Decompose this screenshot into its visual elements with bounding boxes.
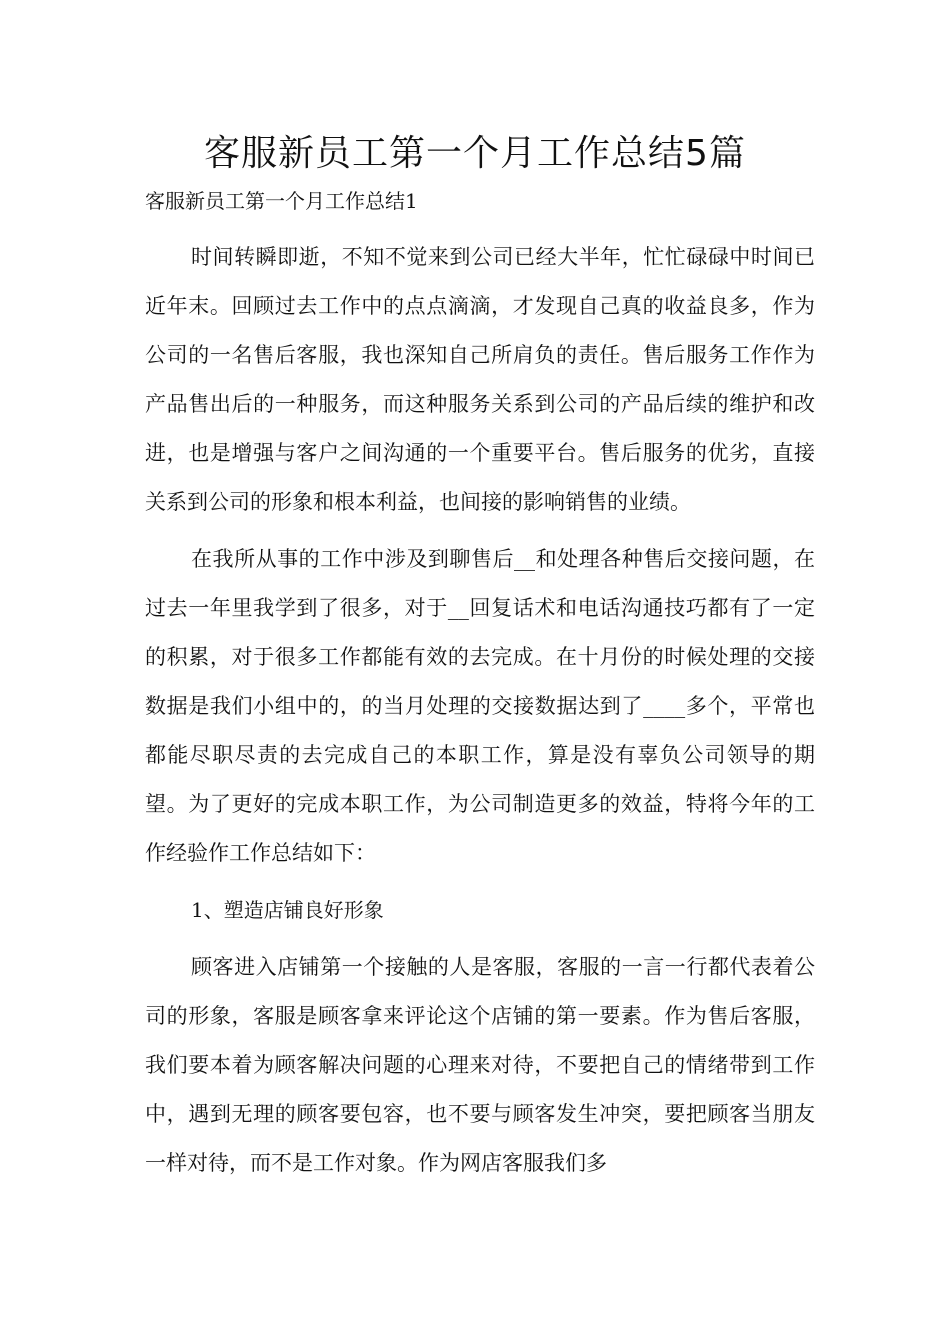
paragraph-work-summary: 在我所从事的工作中涉及到聊售后__和处理各种售后交接问题，在过去一年里我学到了很多，对于__回复话术和电话沟通技巧都有了一定的积累，对于很多工作都能有效的去完成。在十月份的时候处理的交接数据是我们小组中的，的当月处理的交接数据达到了____多个，平常也都能尽职尽责的去完成自己的本职工作，算是没有辜负公司领导的期望。为了更好的完成本职工作，为公司制造更多的效益，特将今年的工作经验作工作总结如下： <box>145 547 815 865</box>
section-heading: 1、塑造店铺良好形象 <box>191 898 384 922</box>
document-body <box>145 233 815 1188</box>
paragraph-intro: 时间转瞬即逝，不知不觉来到公司已经大半年，忙忙碌碌中时间已近年末。回顾过去工作中的点点滴滴，才发现自己真的收益良多，作为公司的一名售后客服，我也深知自己所肩负的责任。售后服务工作作为产品售出后的一种服务，而这种服务关系到公司的产品后续的维护和改进，也是增强与客户之间沟通的一个重要平台。售后服务的优劣，直接关系到公司的形象和根本利益，也间接的影响销售的业绩。 <box>145 245 815 514</box>
document-subtitle: 客服新员工第一个月工作总结1 <box>145 189 418 213</box>
paragraph-shop-image: 顾客进入店铺第一个接触的人是客服，客服的一言一行都代表着公司的形象，客服是顾客拿来评论这个店铺的第一要素。作为售后客服，我们要本着为顾客解决问题的心理来对待，不要把自己的情绪带到工作中，遇到无理的顾客要包容，也不要与顾客发生冲突，要把顾客当朋友一样对待，而不是工作对象。作为网店客服我们多 <box>145 955 815 1175</box>
document-title: 客服新员工第一个月工作总结5篇 <box>204 133 746 174</box>
